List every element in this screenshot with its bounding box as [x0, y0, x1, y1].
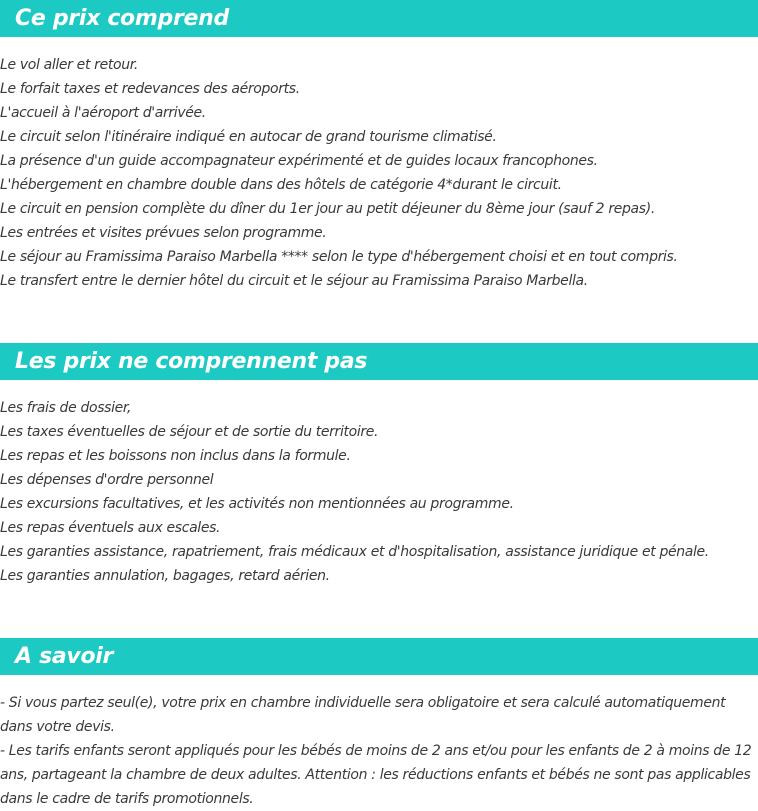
list-item: Les garanties annulation, bagages, retard aérien. — [0, 568, 330, 584]
section-good-to-know-heading: A savoir — [0, 638, 758, 675]
list-item: Les excursions facultatives, et les activités non mentionnées au programme. — [0, 496, 514, 512]
list-item: La présence d'un guide accompagnateur expérimenté et de guides locaux francophones. — [0, 153, 598, 169]
list-item: Les garanties assistance, rapatriement, frais médicaux et d'hospitalisation, assistance juridique et pénale. — [0, 544, 709, 560]
list-item: Les taxes éventuelles de séjour et de sortie du territoire. — [0, 424, 379, 440]
list-item: Les entrées et visites prévues selon programme. — [0, 225, 327, 241]
paragraph: - Si vous partez seul(e), votre prix en chambre individuelle sera obligatoire et sera calculé automatiquement dans votre devis. — [0, 695, 726, 735]
paragraph: - Les tarifs enfants seront appliqués pour les bébés de moins de 2 ans et/ou pour les enfants de 2 à moins de 12 ans, partageant la chambre de deux adultes. Attention : les réductions enfants et bébés ne sont pas applicables dans le cadre de tarifs promotionnels. — [0, 743, 752, 807]
included-list — [0, 53, 758, 293]
list-item: Le circuit selon l'itinéraire indiqué en autocar de grand tourisme climatisé. — [0, 129, 497, 145]
list-item: Les repas et les boissons non inclus dans la formule. — [0, 448, 351, 464]
list-item: Le circuit en pension complète du dîner du 1er jour au petit déjeuner du 8ème jour (sauf 2 repas). — [0, 201, 655, 217]
section-not-included — [0, 343, 758, 588]
section-included-heading: Ce prix comprend — [0, 0, 758, 37]
section-not-included-heading: Les prix ne comprennent pas — [0, 343, 758, 380]
list-item: Les frais de dossier, — [0, 400, 132, 416]
list-item: Les dépenses d'ordre personnel — [0, 472, 214, 488]
good-to-know-text — [0, 691, 758, 811]
list-item: Le vol aller et retour. — [0, 57, 138, 73]
list-item: L'accueil à l'aéroport d'arrivée. — [0, 105, 206, 121]
list-item: L'hébergement en chambre double dans des hôtels de catégorie 4*durant le circuit. — [0, 177, 562, 193]
list-item: Les repas éventuels aux escales. — [0, 520, 221, 536]
section-included — [0, 0, 758, 293]
list-item: Le séjour au Framissima Paraiso Marbella **** selon le type d'hébergement choisi et en tout compris. — [0, 249, 678, 265]
list-item: Le forfait taxes et redevances des aéroports. — [0, 81, 300, 97]
not-included-list — [0, 396, 758, 588]
list-item: Le transfert entre le dernier hôtel du circuit et le séjour au Framissima Paraiso Marbella. — [0, 273, 588, 289]
section-good-to-know — [0, 638, 758, 811]
